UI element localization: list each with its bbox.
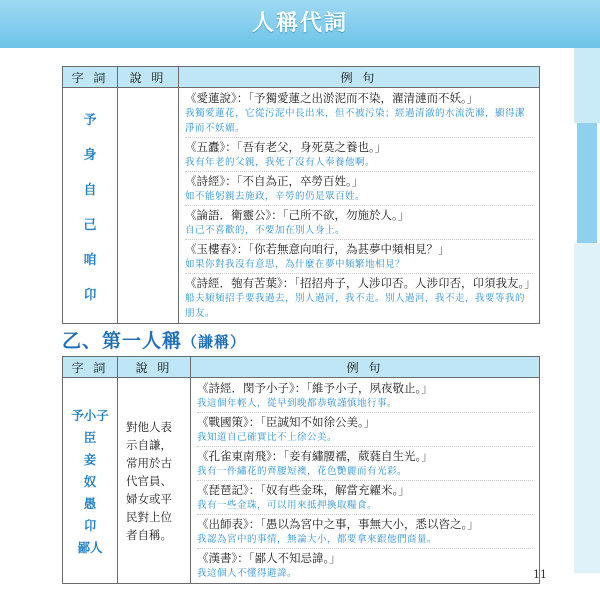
example-translation: 如果你對我沒有意思，為什麼在夢中頻繁地相見？ [185,259,406,270]
header-description: 說 明 [118,357,191,378]
word-cell [63,88,118,324]
word-item: 臣 [83,429,97,445]
word-item: 予 [83,112,97,128]
example-quote: 《漢書》：「鄙人不知忌諱。」 [197,548,533,566]
pronoun-table-first [62,66,540,324]
description-line: 示自謙， [126,437,172,452]
description-line: 代官員、 [126,473,172,488]
page-number: 11 [533,568,547,581]
header-word: 字 詞 [63,67,118,88]
word-item: 鄙人 [77,539,103,555]
example-translation: 我有年老的父親，我死了沒有人奉養他啊。 [185,157,376,168]
example-quote: 《琵琶記》：「奴有些金珠，解當充糴米。」 [197,480,533,498]
side-decoration [574,48,600,123]
example-quote: 《愛蓮說》：「予獨愛蓮之出淤泥而不染，濯清漣而不妖。」 [185,91,479,105]
word-item: 奴 [83,473,97,489]
page-title: 人稱代詞 [251,11,348,36]
example-translation: 自己不喜歡的，不要加在別人身上。 [185,225,346,236]
example-cell [179,88,540,324]
example-translation: 我有一些金珠，可以用來抵押換取糧食。 [197,500,378,511]
description-line: 民對上位 [126,509,172,524]
example-translation: 我這個年輕人，從早到晚都恭敬謹慎地行事。 [197,398,398,409]
word-item: 自 [83,182,97,198]
example-translation: 我知道自己確實比不上徐公美。 [197,432,338,443]
example-quote: 《詩經．閔予小子》：「維予小子，夙夜敬止。」 [197,381,433,395]
header-example: 例 句 [179,67,540,88]
word-item: 身 [83,147,97,163]
example-quote: 《戰國策》：「臣誠知不如徐公美。」 [197,412,533,430]
description-cell [118,378,191,584]
section-subtitle: （謙稱） [182,333,247,351]
word-item: 己 [83,217,97,233]
word-item: 愚 [83,495,97,511]
example-translation: 如不能躬親去施政，辛勞的仍是眾百姓。 [185,191,366,202]
word-item: 卬 [83,287,97,303]
side-decoration [574,243,600,573]
description-cell [118,88,179,324]
title-banner [0,0,600,48]
word-item: 予小子 [71,407,109,423]
example-quote: 《出師表》：「愚以為宮中之事，事無大小，悉以咨之。」 [197,514,533,532]
description-line: 婦女或平 [126,491,172,506]
example-quote: 《玉樓春》：「你若無意向咱行，為甚夢中頻相見？」 [185,239,533,257]
side-decoration [577,123,597,243]
word-cell [63,378,118,584]
table-row [63,378,540,584]
section-title: 乙、第一人稱 [62,330,183,352]
example-translation: 我獨愛蓮花，它從污泥中長出來，但不被污染；經過清澈的水流洗滌，顯得潔淨而不妖媚。 [185,108,526,134]
description-line: 者自稱。 [126,527,172,542]
pronoun-table-humble [62,356,540,584]
header-word: 字 詞 [63,357,118,378]
example-quote: 《詩經．匏有苦葉》：「招招舟子，人涉卬否。人涉卬否，卬須我友。」 [185,273,533,291]
example-quote: 《孔雀東南飛》：「妾有繡腰襦，葳蕤自生光。」 [197,446,533,464]
example-translation: 船夫頻頻招手要我過去，別人過河，我不走。別人過河，我不走，我要等我的朋友。 [185,293,526,319]
description-line: 對他人表 [126,419,172,434]
example-quote: 《詩經》：「不自為正，卒勞百姓。」 [185,171,533,189]
word-item: 卬 [83,517,97,533]
table-header-row [63,67,540,88]
word-item: 妾 [83,451,97,467]
example-quote: 《五蠹》：「吾有老父，身死莫之養也。」 [185,137,533,155]
example-quote: 《論語．衛靈公》：「己所不欲，勿施於人。」 [185,205,533,223]
description-line: 常用於古 [126,455,172,470]
example-translation: 我認為宮中的事情，無論大小，都要拿來跟他們商量。 [197,534,438,545]
example-cell [191,378,540,584]
section-heading [62,326,246,353]
header-example: 例 句 [191,357,540,378]
header-description: 說 明 [118,67,179,88]
table-row [63,88,540,324]
table-header-row [63,357,540,378]
example-translation: 我有一件繡花的齊腰短襖，花色艷麗而有光彩。 [197,466,408,477]
word-item: 咱 [83,252,97,268]
example-translation: 我這個人不懂得避諱。 [197,568,298,579]
